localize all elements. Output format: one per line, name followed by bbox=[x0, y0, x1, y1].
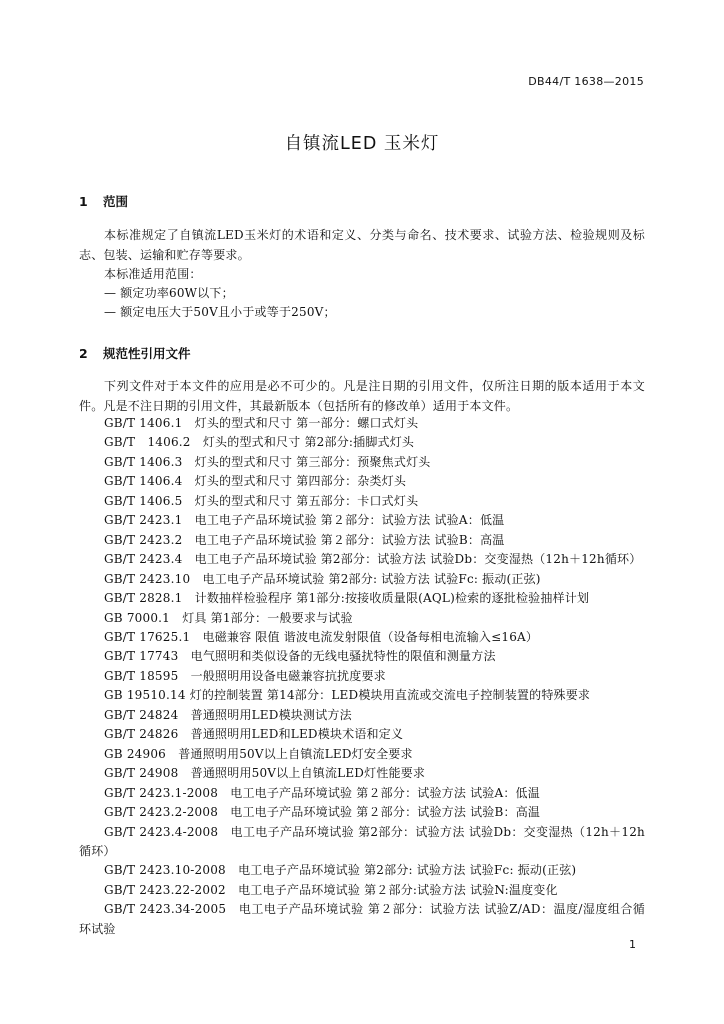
page-number: 1 bbox=[629, 938, 636, 951]
reference-item: GB/T 2828.1 计数抽样检验程序 第1部分:按接收质量限(AQL)检索的逐批检验抽样计划 bbox=[104, 591, 590, 606]
reference-item: GB 19510.14 灯的控制装置 第14部分：LED模块用直流或交流电子控制装置的特殊要求 bbox=[104, 688, 591, 703]
section-1-number: 1 bbox=[79, 194, 88, 209]
scope-item: — 额定电压大于50V且小于或等于250V； bbox=[104, 305, 336, 319]
section-1-heading bbox=[79, 192, 128, 210]
reference-item: GB/T 24826 普通照明用LED和LED模块术语和定义 bbox=[104, 727, 404, 742]
reference-item: GB/T 1406.1 灯头的型式和尺寸 第一部分：螺口式灯头 bbox=[104, 416, 419, 430]
reference-item: GB/T 2423.4-2008 电工电子产品环境试验 第2部分：试验方法 试验Db：交变湿热（12h＋12h循环） bbox=[79, 824, 645, 858]
section-1-title: 范围 bbox=[103, 194, 129, 209]
reference-item: GB/T 17743 电气照明和类似设备的无线电骚扰特性的限值和测量方法 bbox=[104, 649, 496, 664]
section-1-intro: 本标准规定了自镇流LED玉米灯的术语和定义、分类与命名、技术要求、试验方法、检验规则及标志、包装、运输和贮存等要求。 bbox=[79, 228, 645, 262]
reference-item: GB/T 2423.1-2008 电工电子产品环境试验 第２部分：试验方法 试验A：低温 bbox=[104, 785, 540, 800]
reference-item: GB/T 17625.1 电磁兼容 限值 谐波电流发射限值（设备每相电流输入≤16A） bbox=[104, 629, 539, 644]
reference-item: GB/T 2423.2 电工电子产品环境试验 第２部分：试验方法 试验B：高温 bbox=[104, 532, 505, 547]
reference-item: GB/T 2423.10-2008 电工电子产品环境试验 第2部分: 试验方法 试验Fc: 振动(正弦) bbox=[104, 863, 577, 878]
reference-item: GB/T 18595 一般照明用设备电磁兼容抗扰度要求 bbox=[104, 668, 386, 683]
section-2-title: 规范性引用文件 bbox=[103, 346, 191, 361]
document-title: 自镇流LED 玉米灯 bbox=[284, 134, 440, 154]
reference-list bbox=[79, 414, 645, 939]
reference-item: GB/T 2423.2-2008 电工电子产品环境试验 第２部分：试验方法 试验B：高温 bbox=[104, 805, 541, 820]
section-2-intro: 下列文件对于本文件的应用是必不可少的。凡是注日期的引用文件，仅所注日期的版本适用于本文件。凡是不注日期的引用文件，其最新版本（包括所有的修改单）适用于本文件。 bbox=[79, 379, 645, 413]
section-2-number: 2 bbox=[79, 346, 88, 361]
reference-item: GB/T 1406.5 灯头的型式和尺寸 第五部分：卡口式灯头 bbox=[104, 493, 419, 508]
reference-item: GB/T 2423.1 电工电子产品环境试验 第２部分：试验方法 试验A：低温 bbox=[104, 513, 505, 528]
reference-item: GB/T 1406.4 灯头的型式和尺寸 第四部分：杂类灯头 bbox=[104, 474, 407, 489]
reference-item: GB 7000.1 灯具 第1部分：一般要求与试验 bbox=[104, 610, 353, 625]
reference-item: GB/T 24824 普通照明用LED模块测试方法 bbox=[104, 707, 352, 722]
reference-item: GB 24906 普通照明用50V以上自镇流LED灯安全要求 bbox=[104, 746, 413, 761]
scope-item: — 额定功率60W以下； bbox=[104, 286, 234, 300]
reference-item: GB/T 2423.22-2002 电工电子产品环境试验 第２部分:试验方法 试验N:温度变化 bbox=[104, 882, 558, 897]
scope-label: 本标准适用范围： bbox=[104, 267, 202, 281]
reference-item: GB/T 2423.34-2005 电工电子产品环境试验 第２部分：试验方法 试验Z/AD：温度/湿度组合循环试验 bbox=[79, 902, 645, 936]
reference-item: GB/T 1406.3 灯头的型式和尺寸 第三部分：预聚焦式灯头 bbox=[104, 454, 431, 469]
reference-item: GB/T 24908 普通照明用50V以上自镇流LED灯性能要求 bbox=[104, 766, 426, 781]
section-2-heading bbox=[79, 344, 191, 362]
document-code: DB44/T 1638—2015 bbox=[528, 75, 644, 88]
reference-item: GB/T 2423.10 电工电子产品环境试验 第2部分: 试验方法 试验Fc: 振动(正弦) bbox=[104, 571, 541, 586]
reference-item: GB/T 1406.2 灯头的型式和尺寸 第2部分:插脚式灯头 bbox=[104, 435, 415, 450]
reference-item: GB/T 2423.4 电工电子产品环境试验 第2部分：试验方法 试验Db：交变湿热（12h＋12h循环） bbox=[104, 552, 642, 567]
